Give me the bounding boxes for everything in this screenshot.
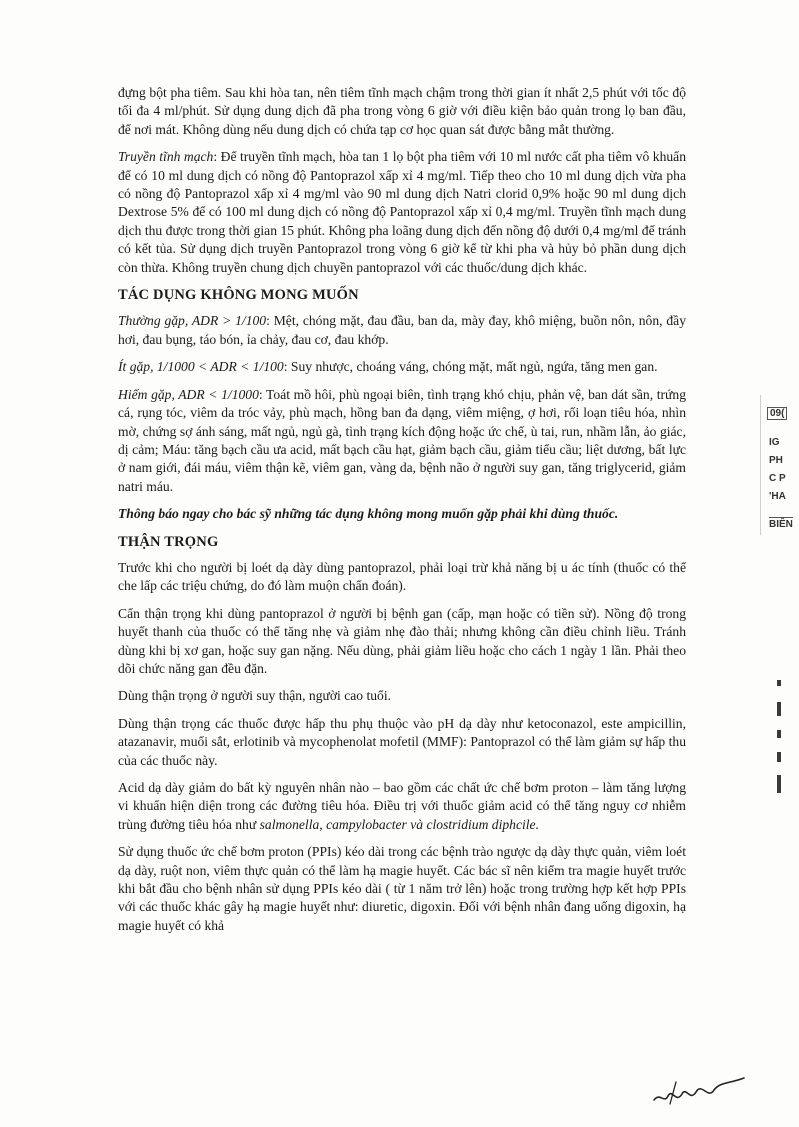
edge-fragment: IG <box>769 437 780 448</box>
signature-initials <box>650 1070 750 1110</box>
rare-adr-label: Hiếm gặp, ADR < 1/1000 <box>118 386 259 402</box>
paragraph-infusion <box>118 148 686 277</box>
gi-infection-text: Acid dạ dày giảm do bất kỳ nguyên nhân nào – bao gồm các chất ức chế bơm proton – làm tăng lượng vi khuẩn hiện diện trong các đường tiêu hóa. Điều trị với thuốc giảm acid có thể tăng nguy cơ nhiễm trùng đường tiêu hóa như <box>118 780 686 832</box>
caution-ph-dependent-drugs: Dùng thận trọng các thuốc được hấp thu phụ thuộc vào pH dạ dày như ketoconazol, este ampicillin, atazanavir, muối sắt, erlotinib và mycophenolat mofetil (MMF): Pantoprazol có thể làm giảm sự hấp thu của các thuốc này. <box>118 715 686 768</box>
heading-precautions: THẬN TRỌNG <box>118 533 219 550</box>
scan-artifact-marks <box>777 680 789 800</box>
edge-fragment: BIÊN <box>769 519 793 530</box>
paragraph-rare-adr <box>118 386 686 496</box>
paragraph-common-adr <box>118 312 686 349</box>
scan-mark <box>777 680 781 686</box>
caution-liver: Cẩn thận trọng khi dùng pantoprazol ở người bị bệnh gan (cấp, mạn hoặc có tiền sử). Nồng độ trong huyết thanh của thuốc có thể tăng nhẹ và giảm nhẹ đào thải; nhưng không cần điều chỉnh liều. Tránh dùng khi bị xơ gan, hoặc suy gan nặng. Nếu dùng, phải giảm liều hoặc cho cách 1 ngày 1 lần. Phải theo dõi chức năng gan đều đặn. <box>118 605 686 676</box>
right-edge-fragments <box>760 395 799 535</box>
infusion-text: : Để truyền tĩnh mạch, hòa tan 1 lọ bột pha tiêm với 10 ml nước cất pha tiêm vô khuẩn để có 10 ml dung dịch có nồng độ Pantoprazol xấp xỉ 4 mg/ml. Tiếp theo cho 10 ml dung dịch vừa pha có nồng độ Pantoprazol xấp xỉ 4 mg/ml vào 90 ml dung dịch Natri clorid 0,9% hoặc 90 ml dung dịch Dextrose 5% để có 100 ml dung dịch có nồng độ Pantoprazol xấp xỉ 0,4 mg/ml. Truyền tĩnh mạch dung dịch thu được trong thời gian 15 phút. Không pha loãng dung dịch đến nồng độ dưới 0,4 mg/ml để tránh có kết tủa. Sử dụng dịch truyền Pantoprazol trong vòng 6 giờ kể từ khi pha và hủy bỏ phần dung dịch còn thừa. Không truyền chung dịch chuyền pantoprazol với các thuốc/dung dịch khác. <box>118 149 686 275</box>
uncommon-adr-label: Ít gặp, 1/1000 < ADR < 1/100 <box>118 359 284 375</box>
edge-fragment: PH <box>769 455 783 466</box>
heading-adverse-effects: TÁC DỤNG KHÔNG MONG MUỐN <box>118 287 359 304</box>
scan-mark <box>777 752 781 762</box>
caution-malignancy: Trước khi cho người bị loét dạ dày dùng pantoprazol, phải loại trừ khả năng bị u ác tính (thuốc có thể che lấp các triệu chứng, do đó làm muộn chẩn đoán). <box>118 559 686 594</box>
gi-infection-organisms: salmonella, campylobacter và clostridium diphcile. <box>259 816 539 832</box>
edge-fragment: C P <box>769 473 786 484</box>
caution-hypomagnesemia: Sử dụng thuốc ức chế bơm proton (PPIs) kéo dài trong các bệnh trào ngược dạ dày thực quản, viêm loét dạ dày, ruột non, viêm thực quản có thể làm hạ magie huyết. Các bác sĩ nên kiểm tra magie huyết trước khi bắt đầu cho bệnh nhân sử dụng PPIs kéo dài ( từ 1 năm trở lên) hoặc trong trường hợp kết hợp PPIs với các thuốc khác gây hạ magie huyết như: diuretic, digoxin. Đối với bệnh nhân đang uống digoxin, hạ magie huyết có khả <box>118 844 686 933</box>
scan-mark <box>777 730 781 738</box>
caution-renal-elderly: Dùng thận trọng ở người suy thận, người cao tuổi. <box>118 688 392 704</box>
paragraph-reconstitution: đựng bột pha tiêm. Sau khi hòa tan, nên tiêm tĩnh mạch chậm trong thời gian ít nhất 2,5 phút với tốc độ tối đa 4 ml/phút. Sử dụng dung dịch đã pha trong vòng 6 giờ với điều kiện bảo quản trong lọ ban đầu, để nơi mát. Không dùng nếu dung dịch có chứa tạp cơ học quan sát được bằng mắt thường. <box>118 85 686 137</box>
uncommon-adr-text: : Suy nhược, choáng váng, chóng mặt, mất ngủ, ngứa, tăng men gan. <box>283 359 658 375</box>
rare-adr-text: : Toát mồ hôi, phù ngoại biên, tình trạng khó chịu, phản vệ, ban dát sần, trứng cá, rụng tóc, viêm da tróc vảy, phù mạch, hồng ban đa dạng, viêm miệng, ợ hơi, rối loạn tiêu hóa, nhìn mờ, chứng sợ ánh sáng, mất ngủ, ngủ gà, tình trạng kích động hoặc ức chế, ù tai, run, nhầm lẫn, ảo giác, dị cảm; Máu: tăng bạch cầu ưa acid, mất bạch cầu hạt, giảm bạch cầu, giảm tiểu cầu; liệt dương, bất lực ở nam giới, đái máu, viêm thận kẽ, viêm gan, vàng da, bệnh não ở người suy gan, tăng triglycerid, giảm natri máu. <box>118 386 686 494</box>
infusion-label: Truyền tĩnh mạch <box>118 149 214 165</box>
paragraph-uncommon-adr <box>118 358 686 376</box>
common-adr-label: Thường gặp, ADR > 1/100 <box>118 313 267 329</box>
scan-mark <box>777 775 781 793</box>
scan-mark <box>777 702 781 716</box>
caution-gi-infection <box>118 779 686 834</box>
notice-report-doctor: Thông báo ngay cho bác sỹ những tác dụng không mong muốn gặp phải khi dùng thuốc. <box>118 506 619 522</box>
document-body <box>118 84 686 944</box>
edge-fragment: 'HA <box>769 491 786 502</box>
edge-fragment: 09( <box>767 407 787 420</box>
common-adr-text: : Mệt, chóng mặt, đau đầu, ban da, mày đay, khô miệng, buồn nôn, nôn, đầy hơi, đau bụng, táo bón, ỉa chảy, đau cơ, đau khớp. <box>118 313 686 347</box>
